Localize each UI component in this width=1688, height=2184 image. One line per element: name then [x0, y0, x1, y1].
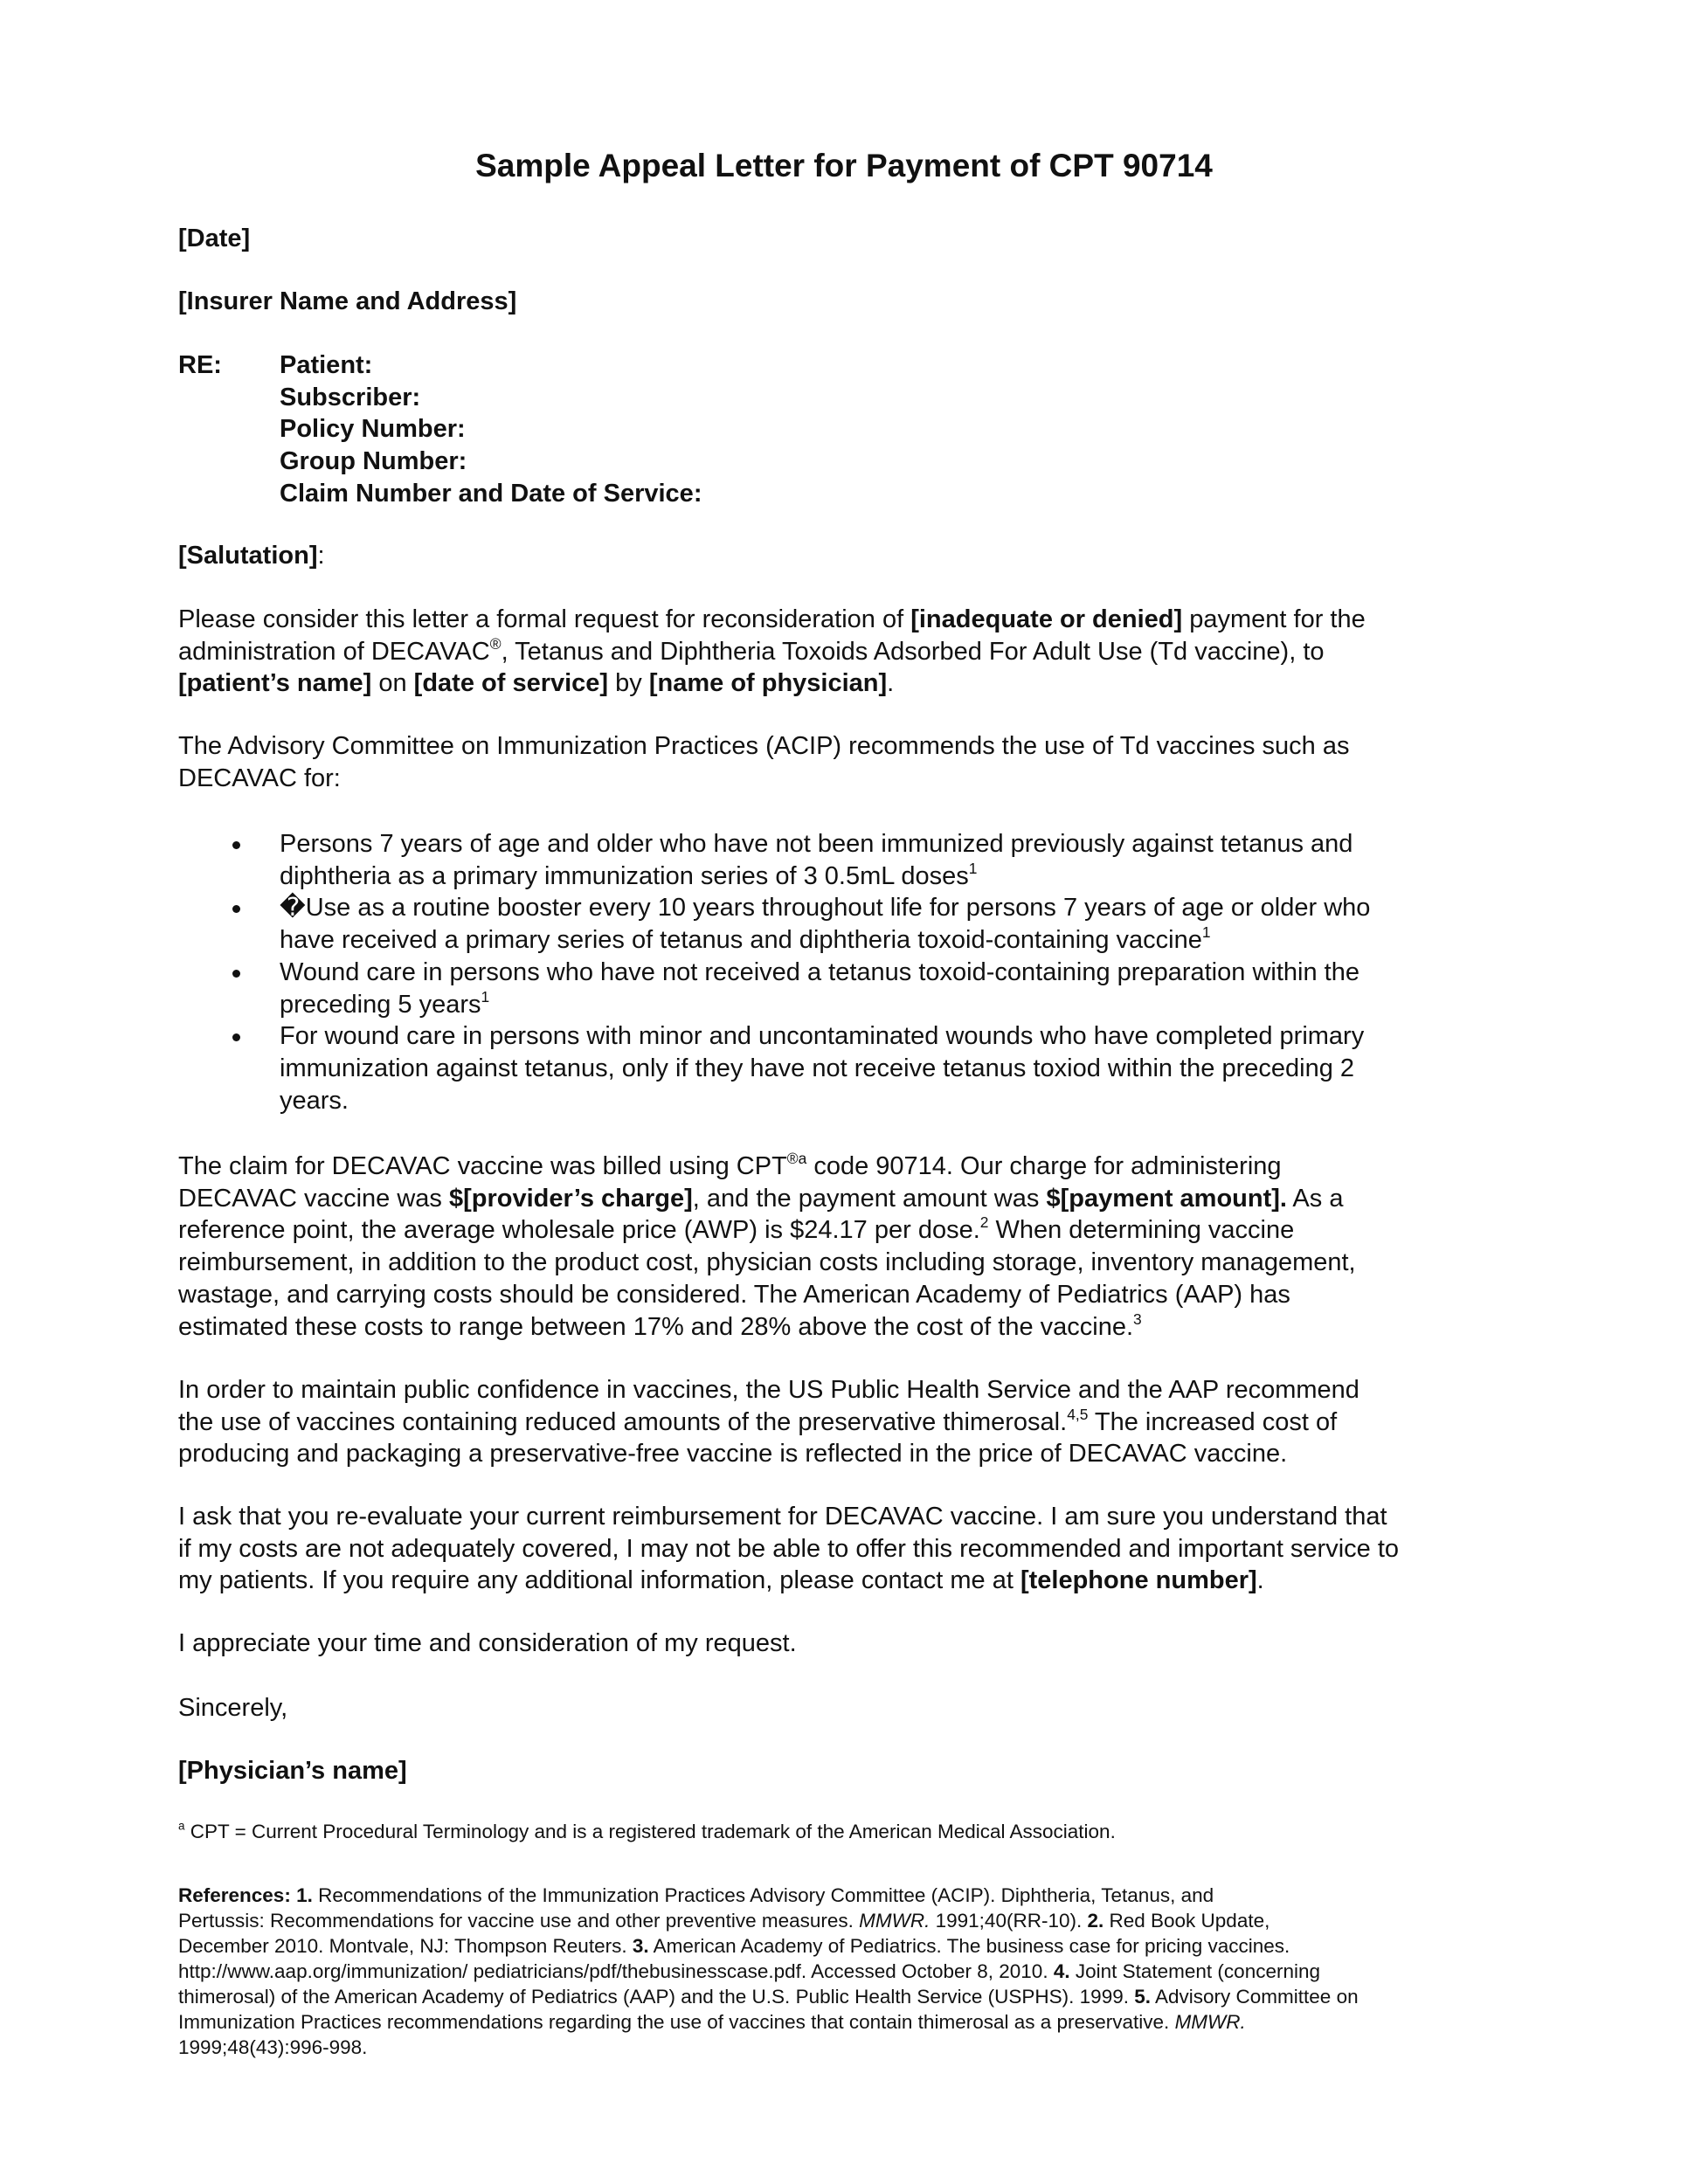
text-run: . Accessed October 8, 2010. [800, 1960, 1054, 1982]
list-item [178, 892, 1370, 956]
text-run: , and the payment amount was [692, 1184, 1047, 1213]
closing: Sincerely, [178, 1694, 288, 1722]
paragraph-reevaluate [178, 1501, 1399, 1597]
text-run: by [608, 669, 649, 698]
text-run: DECAVAC for: [178, 764, 341, 792]
text-run: [patient’s name] [178, 669, 372, 698]
text-run: administration of DECAVAC [178, 637, 490, 666]
text-run: payment for the [1182, 605, 1366, 633]
text-run: Pertussis: Recommendations for vaccine use and other preventive measures. [178, 1910, 860, 1932]
footnote [178, 1819, 1116, 1844]
text-run: Please consider this letter a formal request for reconsideration of [178, 605, 911, 633]
re-label: RE: [178, 351, 222, 379]
paragraph-claim [178, 1151, 1356, 1343]
text-run: wastage, and carrying costs should be considered. The American Academy of Pediatrics (AAP) has [178, 1280, 1290, 1309]
re-field-claim-number: Claim Number and Date of Service: [280, 479, 702, 508]
text-run: December 2010. Montvale, NJ: Thompson Reuters. [178, 1935, 633, 1957]
superscript: a [178, 1819, 185, 1833]
re-field-subscriber: Subscriber: [280, 383, 421, 411]
re-field-policy-number: Policy Number: [280, 415, 466, 444]
text-run: The claim for DECAVAC vaccine was billed using CPT [178, 1152, 787, 1180]
text-run: 2. [1087, 1910, 1104, 1932]
list-item [178, 828, 1370, 892]
list-item-text [280, 894, 1370, 954]
text-run: on [371, 669, 414, 698]
text-run: American Academy of Pediatrics. The business case for pricing vaccines. [648, 1935, 1290, 1957]
text-run: Advisory Committee on [1151, 1986, 1359, 2008]
superscript: ®a [786, 1149, 807, 1167]
paragraph-acip [178, 730, 1349, 794]
text-run: [telephone number] [1020, 1566, 1257, 1595]
text-run: Joint Statement (concerning [1069, 1960, 1320, 1982]
date-placeholder: [Date] [178, 225, 251, 252]
text-run: The Advisory Committee on Immunization Practices (ACIP) recommends the use of Td vaccines such as [178, 732, 1350, 760]
bullet-icon [232, 841, 240, 849]
superscript: 1 [1201, 923, 1211, 941]
text-run: preceding 5 years [280, 990, 481, 1019]
text-run: my patients. If you require any additional information, please contact me at [178, 1566, 1020, 1595]
re-fields [280, 349, 702, 510]
text-run: [inadequate or denied] [910, 605, 1183, 633]
bullet-icon [232, 1033, 240, 1041]
text-run: As a [1286, 1184, 1344, 1213]
bullet-icon [232, 970, 240, 978]
text-run: [Salutation] [178, 542, 318, 570]
re-block [178, 349, 1052, 515]
text-run: For wound care in persons with minor and uncontaminated wounds who have completed primary [280, 1022, 1365, 1051]
text-run: thimerosal) of the American Academy of Pediatrics (AAP) and the U.S. Public Health Service (USPHS). 1999. [178, 1986, 1135, 2008]
superscript: 3 [1133, 1310, 1142, 1328]
text-run: References: 1. [178, 1884, 313, 1906]
signature-placeholder: [Physician’s name] [178, 1757, 407, 1785]
list-item-text [280, 1022, 1364, 1114]
paragraph-request [178, 604, 1366, 700]
text-run: producing and packaging a preservative-free vaccine is reflected in the price of DECAVAC vaccine. [178, 1440, 1288, 1469]
salutation [178, 540, 325, 572]
text-run: [date of service] [413, 669, 609, 698]
text-run: 1991;40(RR-10). [930, 1910, 1088, 1932]
text-run: . [1256, 1566, 1264, 1595]
superscript: 4,5 [1067, 1405, 1089, 1423]
recommendation-list [178, 828, 1370, 1116]
text-run: reimbursement, in addition to the product cost, physician costs including storage, inventory management, [178, 1248, 1356, 1277]
text-run: Immunization Practices recommendations regarding the use of vaccines that contain thimerosal as a preservative. [178, 2011, 1175, 2033]
text-run: Wound care in persons who have not received a tetanus toxoid-containing preparation within the [280, 957, 1359, 986]
superscript: 1 [968, 859, 978, 877]
text-run: code 90714. Our charge for administering [806, 1152, 1282, 1180]
list-item [178, 957, 1370, 1020]
text-run: I ask that you re-evaluate your current reimbursement for DECAVAC vaccine. I am sure you understand that [178, 1503, 1387, 1531]
list-item [178, 1020, 1370, 1116]
text-run: 4. [1053, 1960, 1070, 1982]
list-item-text [280, 830, 1352, 890]
text-run: 1999;48(43):996-998. [178, 2036, 368, 2058]
text-run: diphtheria as a primary immunization series of 3 0.5mL doses [280, 861, 969, 890]
text-run: the use of vaccines containing reduced amounts of the preservative thimerosal. [178, 1407, 1068, 1436]
paragraph-thimerosal [178, 1374, 1359, 1470]
superscript: ® [489, 634, 502, 653]
text-run: When determining vaccine [988, 1216, 1295, 1245]
text-run: years. [280, 1086, 349, 1115]
text-run: Red Book Update, [1103, 1910, 1270, 1932]
text-run: have received a primary series of tetanus and diphtheria toxoid-containing vaccine [280, 926, 1202, 955]
text-run: In order to maintain public confidence in vaccines, the US Public Health Service and the AAP recommend [178, 1376, 1359, 1404]
text-run: �Use as a routine booster every 10 years throughout life for persons 7 years of age or older who [280, 894, 1371, 923]
text-run: if my costs are not adequately covered, I may not be able to offer this recommended and important service to [178, 1534, 1400, 1563]
text-run: CPT = Current Procedural Terminology and is a registered trademark of the American Medical Association. [184, 1821, 1116, 1842]
text-run: 3. [632, 1935, 649, 1957]
text-run: Recommendations of the Immunization Practices Advisory Committee (ACIP). Diphtheria, Tetanus, and [312, 1884, 1214, 1906]
superscript: 1 [481, 987, 490, 1006]
re-field-patient: Patient: [280, 351, 373, 379]
text-run: MMWR. [859, 1910, 930, 1932]
paragraph-appreciation: I appreciate your time and consideration of my request. [178, 1629, 797, 1657]
text-run: reference point, the average wholesale price (AWP) is $24.17 per dose. [178, 1216, 980, 1245]
text-run: [name of physician] [648, 669, 888, 698]
text-run: DECAVAC vaccine was [178, 1184, 449, 1213]
text-run: MMWR. [1174, 2011, 1246, 2033]
list-item-text [280, 958, 1359, 1019]
text-run: : [317, 542, 325, 570]
text-run: $[payment amount]. [1046, 1184, 1287, 1213]
text-run: , Tetanus and Diphtheria Toxoids Adsorbed For Adult Use (Td vaccine), to [501, 637, 1325, 666]
text-run: Persons 7 years of age and older who have not been immunized previously against tetanus and [280, 830, 1353, 858]
text-run: . [887, 669, 895, 698]
text-run: estimated these costs to range between 17% and 28% above the cost of the vaccine. [178, 1312, 1134, 1341]
insurer-placeholder: [Insurer Name and Address] [178, 287, 517, 315]
text-run: The increased cost of [1088, 1407, 1338, 1436]
text-run: immunization against tetanus, only if they have not receive tetanus toxiod within the preceding 2 [280, 1054, 1355, 1082]
references [178, 1883, 1359, 2060]
re-field-group-number: Group Number: [280, 447, 467, 476]
text-run: $[provider’s charge] [448, 1184, 693, 1213]
text-run: 5. [1134, 1986, 1151, 2008]
superscript: 2 [979, 1213, 989, 1232]
reference-link[interactable]: http://www.aap.org/immunization/ pediatricians/pdf/thebusinesscase.pdf [178, 1960, 801, 1982]
document-title: Sample Appeal Letter for Payment of CPT 90714 [475, 148, 1213, 183]
bullet-icon [232, 905, 240, 913]
